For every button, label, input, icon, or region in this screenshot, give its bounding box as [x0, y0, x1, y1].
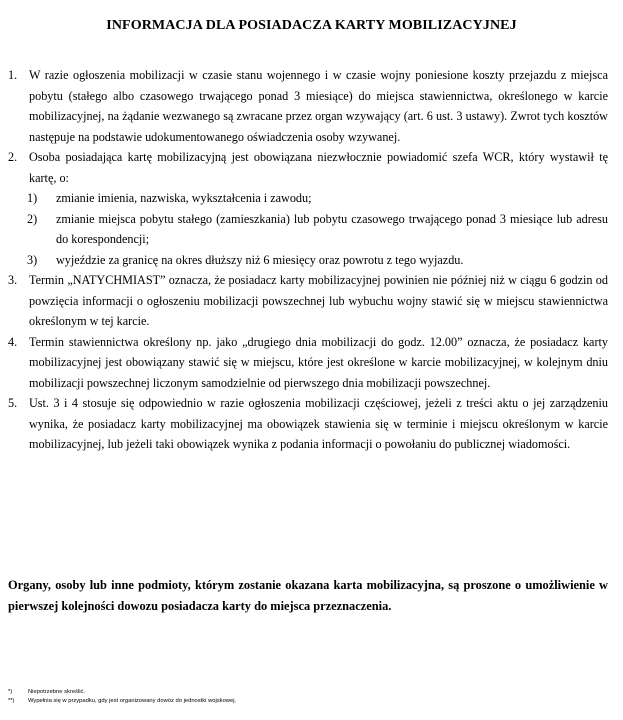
bold-notice: Organy, osoby lub inne podmioty, którym zostanie okazana karta mobilizacyjna, są proszone o umożliwienie w pierwszej kolejności dowozu posiadacza karty do miejsca przeznaczenia.	[8, 578, 608, 613]
list-item-text: Termin „NATYCHMIAST” oznacza, że posiadacz karty mobilizacyjnej powinien nie później niż w ciągu 6 godzin od powzięcia informacji o ogłoszeniu mobilizacji powszechnej lub wybuchu wojny stawić się w miejscu stawiennictwa określonym w tej karcie.	[29, 273, 608, 328]
footnote-mark: **)	[8, 698, 15, 704]
list-item-number: 4.	[8, 334, 18, 349]
sub-item-2	[27, 209, 608, 250]
list-item-5	[8, 393, 608, 455]
numbered-list	[8, 65, 608, 455]
sub-item-text: zmianie imienia, nazwiska, wykształcenia i zawodu;	[56, 191, 312, 205]
list-item-1	[8, 65, 608, 147]
list-item-number: 5.	[8, 396, 18, 410]
footnote-1	[8, 688, 608, 697]
list-item-body	[29, 147, 608, 270]
list-item-text: W razie ogłoszenia mobilizacji w czasie stanu wojennego i w czasie wojny poniesione koszty przejazdu z miejsca pobytu (stałego albo czasowego trwającego ponad 3 miesiące) do miejsca stawiennictwa, określonego w karcie mobilizacyjnej, na żądanie wezwanego są zwracane przez organ wzywający (art. 6 ust. 3 ustawy). Zwrot tych kosztów następuje na podstawie udokumentowanego oświadczenia osoby wzywanej.	[29, 68, 608, 144]
list-item-text: Osoba posiadająca kartę mobilizacyjną jest obowiązana niezwłocznie powiadomić szefa WCR, który wystawił tę kartę, o:	[29, 150, 608, 185]
list-item-number: 2.	[8, 150, 18, 164]
sub-item-number: 1)	[27, 191, 38, 205]
list-item-text: Termin stawiennictwa określony np. jako „drugiego dnia mobilizacji do godz. 12.00” oznacza, że posiadacz karty mobilizacyjnej jest obowiązany stawić się w miejscu, które jest określone w karcie mobilizacyjnej, w kolejnym dniu mobilizacji powszechnej liczonym samodzielnie od pierwszego dnia mobilizacji powszechnej.	[29, 334, 608, 390]
list-item-number: 1.	[8, 68, 18, 82]
list-item-2	[8, 147, 608, 270]
sub-item-number: 3)	[27, 252, 38, 267]
sub-item-text: zmianie miejsca pobytu stałego (zamieszkania) lub pobytu czasowego trwającego ponad 3 miesiące lub adresu do korespondencji;	[56, 211, 608, 246]
list-item-text: Ust. 3 i 4 stosuje się odpowiednio w razie ogłoszenia mobilizacji częściowej, jeżeli z treści aktu o jej zarządzeniu wynika, że posiadacz karty mobilizacyjnej ma obowiązek stawienia się w terminie i miejscu określonym w karcie mobilizacyjnej, lub jeżeli taki obowiązek wynika z podania informacji o powołaniu do publicznej wiadomości.	[29, 396, 608, 451]
footnote-mark: *)	[8, 689, 13, 695]
document-title: INFORMACJA DLA POSIADACZA KARTY MOBILIZACYJNEJ	[106, 18, 517, 33]
sub-item-1	[27, 188, 608, 209]
footnote-text: Niepotrzebne skreślić.	[28, 689, 86, 695]
list-item-4	[8, 332, 608, 394]
footnote-text: Wypełnia się w przypadku, gdy jest organizowany dowóz do jednostki wojskowej.	[28, 698, 237, 704]
footnotes	[8, 688, 608, 706]
sub-item-3	[27, 250, 608, 271]
list-item-3	[8, 270, 608, 332]
sub-item-text: wyjeździe za granicę na okres dłuższy niż 6 miesięcy oraz powrotu z tego wyjazdu.	[56, 252, 464, 267]
footnote-2	[8, 697, 608, 706]
list-item-number: 3.	[8, 273, 18, 287]
sub-item-number: 2)	[27, 211, 38, 226]
